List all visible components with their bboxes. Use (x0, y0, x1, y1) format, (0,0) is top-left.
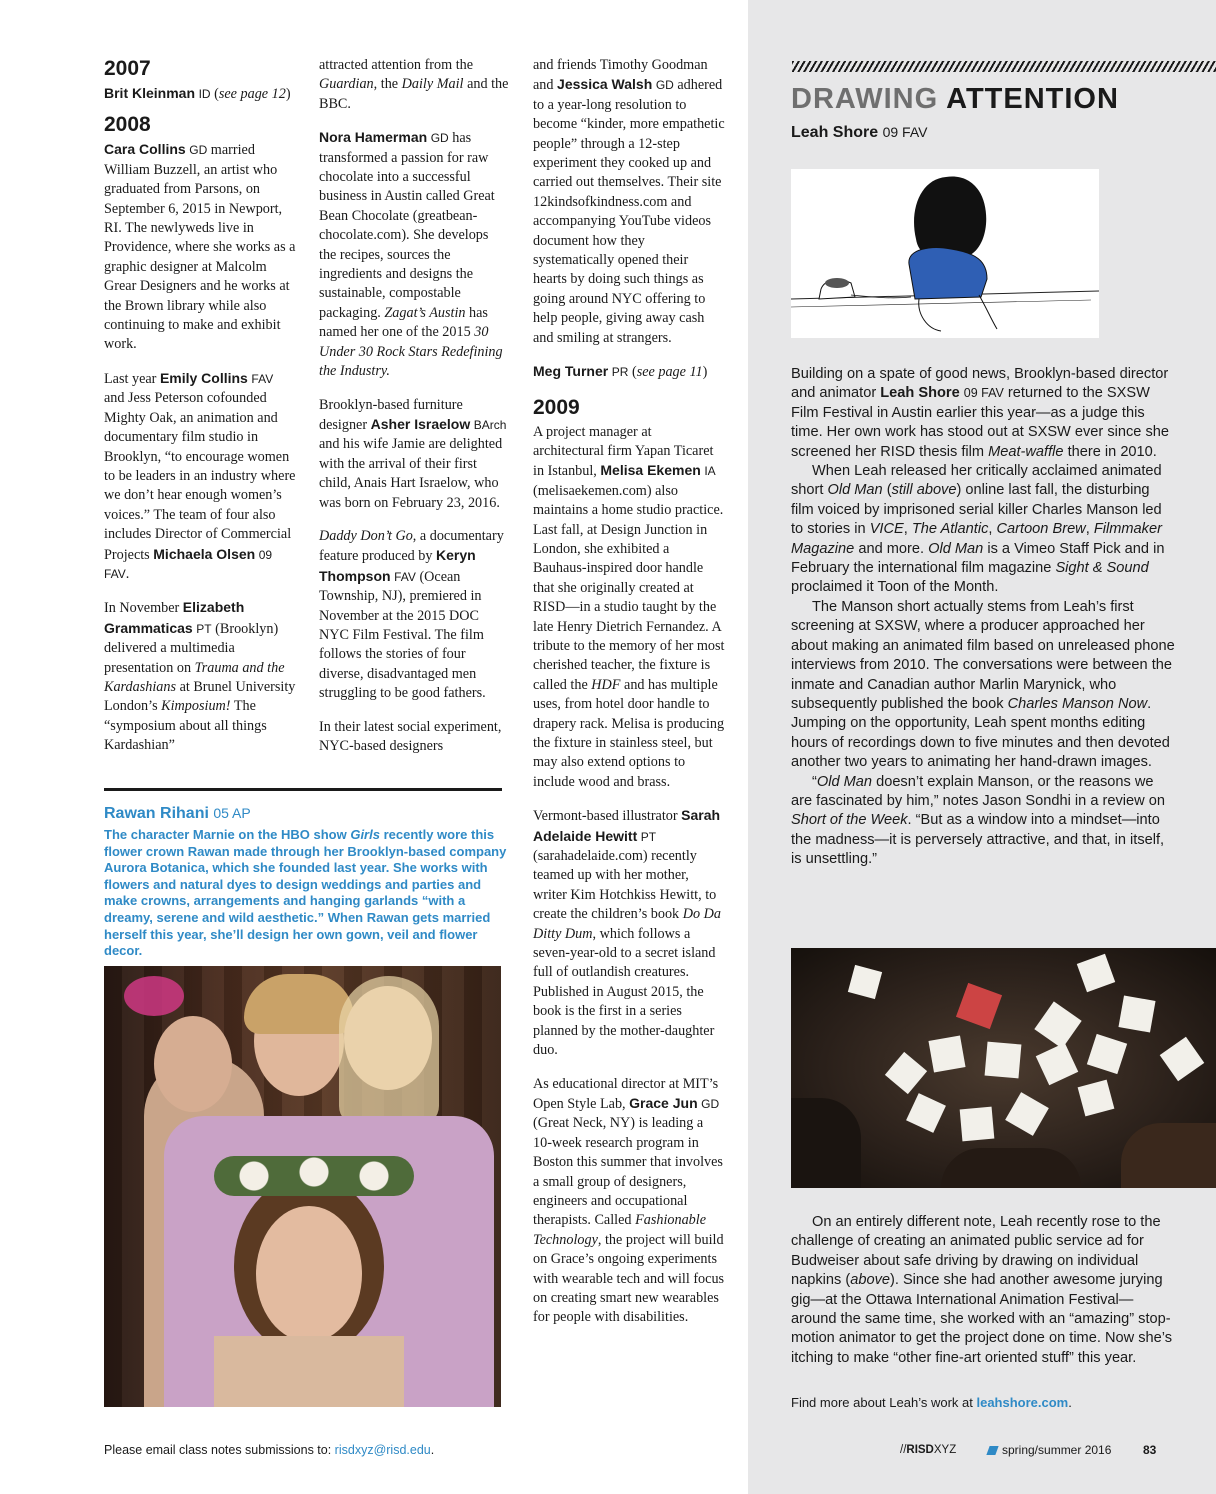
degree: FAV (251, 371, 274, 386)
sidebar-paragraph: Building on a spate of good news, Brooklyn-based director and animator Leah Shore 09 FAV returned to the SXSW Film Festival in Austin earlier this year—as a judge this time. Her own work has stood out at SXSW ever since she screened her RISD thesis film Meat-waffle there in 2010. (791, 366, 1169, 460)
old-man-drawing (791, 169, 1099, 338)
page-number: 83 (1143, 1443, 1157, 1457)
email-link[interactable]: risdxyz@risd.edu (334, 1443, 431, 1457)
degree: GD (189, 143, 208, 158)
person-name: Asher Israelow (370, 415, 471, 432)
year-heading-2009: 2009 (533, 395, 580, 419)
note-latest-experiment: In their latest social experiment, NYC-based designers (319, 718, 502, 754)
author-degree: 09 FAV (882, 124, 928, 140)
mag-xyz: XYZ (933, 1444, 957, 1456)
girls-cast-photo (104, 966, 501, 1407)
note-elizabeth-grammaticas: In November Elizabeth Grammaticas PT (Brooklyn) delivered a multimedia presentation on Trauma and the Kardashians at Brunel University London’s Kimposium! The “symposium about all things Kardashian” (104, 599, 296, 754)
person-name: Emily Collins (159, 369, 248, 386)
page-ref: see page 12 (218, 86, 286, 102)
rawan-feature (104, 803, 514, 960)
column-3 (533, 56, 725, 1342)
sidebar-paragraph: The Manson short actually stems from Leah’s first screening at SXSW, where a producer approached her about making an animated film based on unreleased phone interviews from 2010. The conversations were between the inmate and Canadian author Marlin Marynick, who subsequently published the book Charles Manson Now. Jumping on the opportunity, Leah spent months editing hours of recordings down to five minutes and then devoted another two years to animating her hand-drawn images. (791, 598, 1175, 771)
hatch-rule (792, 61, 1216, 72)
sidebar-more-link: Find more about Leah’s work at leahshore.com. (791, 1395, 1072, 1410)
sidebar-body-2 (791, 1213, 1176, 1368)
note-keryn-thompson: Daddy Don’t Go, a documentary feature produced by Keryn Thompson FAV (Ocean Township, NJ), premiered in November at the 2015 DOC NYC Film Festival. The film follows the stories of four diverse, disadvantaged men struggling to be good fathers. (319, 527, 504, 702)
degree: FAV (394, 569, 416, 584)
leahshore-link[interactable]: leahshore.com (976, 1395, 1069, 1410)
title-bold: ATTENTION (946, 83, 1119, 115)
sidebar-byline (791, 122, 927, 143)
degree: BArch (473, 417, 507, 432)
note-grace-jun: As educational director at MIT’s Open Style Lab, Grace Jun GD (Great Neck, NY) is leading a 10-week research program in Boston this summer that involves a small group of designers, engineers and occupational therapists. Called Fashionable Technology, the project will build on Grace’s ongoing experiments with wearable tech and will focus on creating smart new wearables for people with disabilities. (533, 1075, 725, 1326)
note-melisa-ekemen: A project manager at architectural firm Yapan Ticaret in Istanbul, Melisa Ekemen IA (melisaekemen.com) also maintains a home studio practice. Last fall, at Design Junction in London, she exhibited a Bauhaus-inspired door handle that she originally created at RISD—in a studio taught by the late Henry Dietrich Fernandez. A tribute to the memory of her most cherished teacher, the fixture is called the HDF and has multiple uses, from hotel door handle to drapery rack. Melisa is producing the fixture in stainless steel, but may also extend options to include wood and brass. (533, 423, 725, 790)
note-asher-israelow: Brooklyn-based furniture designer Asher Israelow BArch and his wife Jamie are delighted with the arrival of their first child, Anais Hart Israelow, who was born on February 23, 2016. (319, 396, 507, 511)
degree: 09 FAV (104, 547, 273, 581)
note-emily-collins: Last year Emily Collins FAV and Jess Peterson cofounded Mighty Oak, an animation and documentary film studio in Brooklyn, “to encourage women to be leaders in an industry where we don’t hear enough women’s voices.” The team of four also includes Director of Commercial Projects Michaela Olsen 09 FAV. (104, 369, 296, 582)
rawan-heading (104, 803, 514, 824)
person-name: Nora Hamerman (319, 129, 428, 146)
person-name: Grace Jun (629, 1094, 698, 1111)
sidebar-paragraph: “Old Man doesn’t explain Manson, or the reasons we are fascinated by him,” notes Jason Sondhi in a review on Short of the Week. “But as a window into a mindset—into the madness—it is perversely attractive, and that, in itself, is unsettling.” (791, 773, 1165, 868)
degree: ID (198, 87, 211, 101)
note-continued: attracted attention from the Guardian, the Daily Mail and the BBC. (319, 57, 509, 112)
note-nora-hamerman: Nora Hamerman GD has transformed a passion for raw chocolate into a successful business in Austin called Great Bean Chocolate (greatbean-chocolate.com). She develops the recipes, sources the ingredients and designs the sustainable, compostable packaging. Zagat’s Austin has named her one of the 2015 30 Under 30 Rock Stars Redefining the Industry. (319, 129, 503, 380)
degree: PT (196, 621, 212, 636)
person-name: Sarah Adelaide Hewitt (533, 807, 721, 844)
note-cara-collins: Cara Collins GD married William Buzzell, an artist who graduated from Parsons, on September 6, 2015 in Newport, RI. The newlyweds live in Providence, where she works as a graphic designer at Malcolm Grear Designers and he works at the Brown library while also continuing to make and exhibit work. (104, 141, 296, 353)
footer-email: Please email class notes submissions to: risdxyz@risd.edu. (104, 1443, 435, 1457)
year-heading-2007: 2007 (104, 57, 151, 80)
old-man-still (791, 169, 1099, 338)
note-meg-turner: Meg Turner PR (see page 11) (533, 363, 708, 381)
note-sarah-hewitt: Vermont-based illustrator Sarah Adelaide Hewitt PT (sarahadelaide.com) recently teamed up with her mother, writer Kim Hotchkiss Hewitt, to create the children’s book Do Da Ditty Dum, which follows a seven-year-old to a secret island full of outlandish creatures. Published in August 2015, the book is the first in a series planned by the mother-daughter duo. (533, 807, 721, 1059)
person-name: Brit Kleinman (104, 85, 196, 101)
person-name: Jessica Walsh (557, 76, 653, 93)
sidebar-body-1 (791, 365, 1176, 870)
section-divider (104, 788, 502, 791)
person-name: Melisa Ekemen (600, 462, 701, 479)
degree: PT (640, 829, 657, 844)
degree: GD (701, 1096, 720, 1111)
note-jessica-walsh: and friends Timothy Goodman and Jessica Walsh GD adhered to a year-long resolution to become “kinder, more empathetic people” through a 12-step experiment they cooked up and carried out themselves. Their site 12kindsofkindness.com and accompanying YouTube videos document how they systematically opened their hearts by doing such things as going around NYC offering to help people, giving away cash and smiling at strangers. (533, 57, 725, 346)
title-light: DRAWING (791, 83, 939, 115)
footer-magazine: //RISDXYZ (900, 1444, 957, 1456)
sidebar-title (791, 82, 1119, 116)
person-name: Cara Collins (104, 141, 186, 158)
sidebar-paragraph: When Leah released her critically acclaimed animated short Old Man (still above) online last fall, the disturbing film voiced by imprisoned serial killer Charles Manson led to stories in VICE, The Atlantic, Cartoon Brew, Filmmaker Magazine and more. Old Man is a Vimeo Staff Pick and in February the international film magazine Sight & Sound proclaimed it Toon of the Month. (791, 463, 1165, 596)
person-name: Elizabeth Grammaticas (104, 599, 245, 636)
degree: IA (704, 464, 716, 479)
rawan-caption: The character Marnie on the HBO show Girls recently wore this flower crown Rawan made through her Brooklyn-based company Aurora Botanica, which she founded last year. She works with flowers and natural dyes to design weddings and parties and make crowns, arrangements and hanging garlands “with a dreamy, serene and wild aesthetic.” When Rawan gets married herself this year, she’ll design her own gown, veil and flower decor. (104, 827, 507, 959)
author-name: Leah Shore (791, 124, 879, 141)
mag-risd: RISD (906, 1444, 934, 1456)
page-ref: see page 11 (636, 364, 703, 381)
person-name: Michaela Olsen (153, 545, 256, 562)
footer-issue: spring/summer 2016 (1002, 1443, 1112, 1457)
person-name: Rawan Rihani (104, 805, 209, 822)
note-brit-kleinman: Brit Kleinman ID (see page 12) (104, 85, 291, 102)
column-1 (104, 56, 296, 770)
degree: GD (655, 78, 674, 93)
person-name: Meg Turner (533, 363, 609, 380)
degree: PR (611, 365, 629, 380)
napkins-photo (791, 948, 1216, 1188)
person-name: Keryn Thompson (319, 547, 476, 584)
column-2 (319, 56, 509, 770)
year-heading-2008: 2008 (104, 113, 151, 137)
degree: 05 AP (213, 805, 251, 821)
sidebar-paragraph: On an entirely different note, Leah recently rose to the challenge of creating an animated public service ad for Budweiser about safe driving by drawing on individual napkins (above). Since she had another awesome jurying gig—at the Ottawa International Animation Festival—around the same time, she worked with an “amazing” stop-motion animator to get the project done on time. Now she’s itching to make “other fine-art oriented stuff” this year. (791, 1214, 1172, 1366)
degree: GD (430, 131, 449, 146)
